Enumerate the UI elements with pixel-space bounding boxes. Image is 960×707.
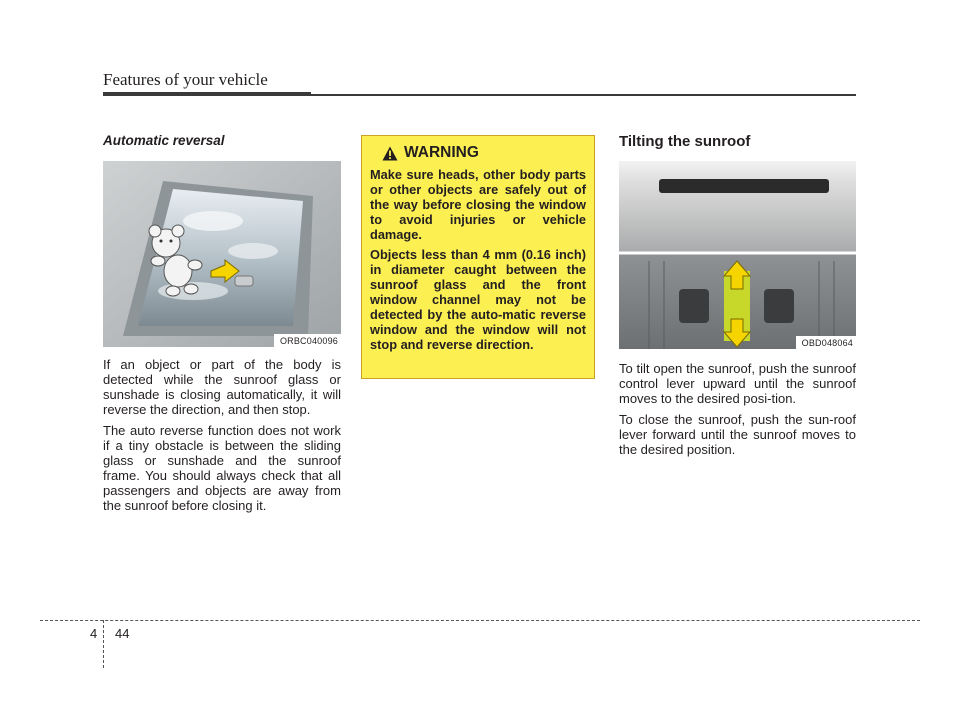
sunroof-teddy-illustration: [103, 161, 341, 347]
footer-dashed-rule: [40, 620, 920, 621]
left-column: [103, 133, 341, 519]
figure-code-left: ORBC040096: [274, 334, 341, 347]
right-paragraph-1: To tilt open the sunroof, push the sunroof control lever upward until the sunroof moves to the desired posi-tion.: [619, 361, 856, 406]
sunroof-lever-illustration: [619, 161, 856, 349]
tilting-sunroof-title: Tilting the sunroof: [619, 133, 751, 150]
figure-code-right: OBD048064: [796, 336, 856, 349]
page-header-title: Features of your vehicle: [103, 70, 268, 89]
footer-dashed-divider: [103, 620, 104, 668]
warning-box: [361, 135, 595, 379]
header-rule: [311, 94, 856, 96]
chapter-number: 4: [90, 626, 98, 641]
right-column: [619, 133, 856, 463]
warning-title: WARNING: [404, 144, 479, 161]
warning-header: [382, 144, 586, 162]
right-paragraph-2: To close the sunroof, push the sun-roof lever forward until the sunroof moves to the desired position.: [619, 412, 856, 457]
left-paragraph-1: If an object or part of the body is detected while the sunroof glass or sunshade is closing automatically, it will reverse the direction, and then stop.: [103, 357, 341, 417]
sunroof-tilt-figure: [619, 161, 856, 349]
warning-paragraph-2: Objects less than 4 mm (0.16 inch) in diameter caught between the sunroof glass and the front window channel may not be detected by the auto-matic reverse window and the window will not stop and reverse direction.: [370, 247, 586, 352]
warning-paragraph-1: Make sure heads, other body parts or other objects are safely out of the way before closing the window to avoid injuries or vehicle damage.: [370, 167, 586, 242]
warning-triangle-icon: [382, 146, 398, 161]
page-number: 44: [115, 626, 130, 641]
left-paragraph-2: The auto reverse function does not work if a tiny obstacle is between the sliding glass or sunshade and the sunroof frame. You should always check that all passengers and objects are away from the sunroof before closing it.: [103, 423, 341, 513]
automatic-reversal-heading: Automatic reversal: [103, 133, 225, 148]
header-bar: [103, 92, 311, 96]
sunroof-reversal-figure: [103, 161, 341, 347]
